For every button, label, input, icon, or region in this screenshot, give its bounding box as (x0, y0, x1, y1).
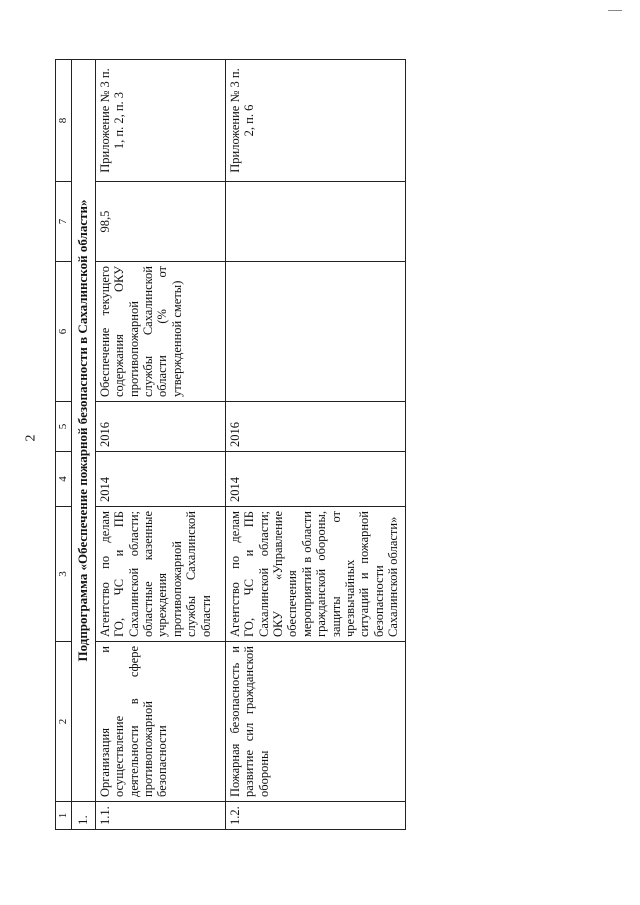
table-row (225, 60, 405, 830)
scan-mark (608, 10, 622, 13)
page-number: 2 (23, 434, 39, 442)
col-header-4: 4 (56, 452, 72, 507)
start-year: 2014 (95, 452, 225, 507)
section-number: 1. (72, 802, 96, 830)
rotated-table-wrapper (55, 60, 475, 830)
col-header-2: 2 (56, 642, 72, 802)
activity-name: Организация и осуществление деятельности в сфере противопожарной безопасности (95, 642, 225, 802)
col-header-8: 8 (56, 60, 72, 182)
table-row (95, 60, 225, 830)
row-number: 1.1. (95, 802, 225, 830)
executor: Агентство по делам ГО, ЧС и ПБ Сахалинской области; ОКУ «Управление обеспечения мероприятий в области гражданской обороны, защиты от чрезвычайных ситуаций и пожарной безопасности Сахалинской области» (225, 507, 405, 642)
indicator-value: 98,5 (95, 182, 225, 262)
end-year: 2016 (95, 402, 225, 452)
col-header-1: 1 (56, 802, 72, 830)
col-header-5: 5 (56, 402, 72, 452)
column-number-row (56, 60, 72, 830)
program-table (55, 59, 406, 830)
col-header-7: 7 (56, 182, 72, 262)
row-number: 1.2. (225, 802, 405, 830)
start-year: 2014 (225, 452, 405, 507)
subprogram-row (72, 60, 96, 830)
indicator (225, 262, 405, 402)
indicator-value (225, 182, 405, 262)
end-year: 2016 (225, 402, 405, 452)
indicator: Обеспечение текущего содержания ОКУ противопожарной службы Сахалинской области (% от утвержденной сметы) (95, 262, 225, 402)
appendix-link: Приложение № 3 п. 1, п. 2, п. 3 (95, 60, 225, 182)
col-header-3: 3 (56, 507, 72, 642)
appendix-link: Приложение № 3 п. 2, п. 6 (225, 60, 405, 182)
activity-name: Пожарная безопасность и развитие сил гражданской обороны (225, 642, 405, 802)
col-header-6: 6 (56, 262, 72, 402)
subprogram-title: Подпрограмма «Обеспечение пожарной безопасности в Сахалинской области» (72, 60, 96, 802)
executor: Агентство по делам ГО, ЧС и ПБ Сахалинской области; областные казенные учреждения противопожарной службы Сахалинской области (95, 507, 225, 642)
